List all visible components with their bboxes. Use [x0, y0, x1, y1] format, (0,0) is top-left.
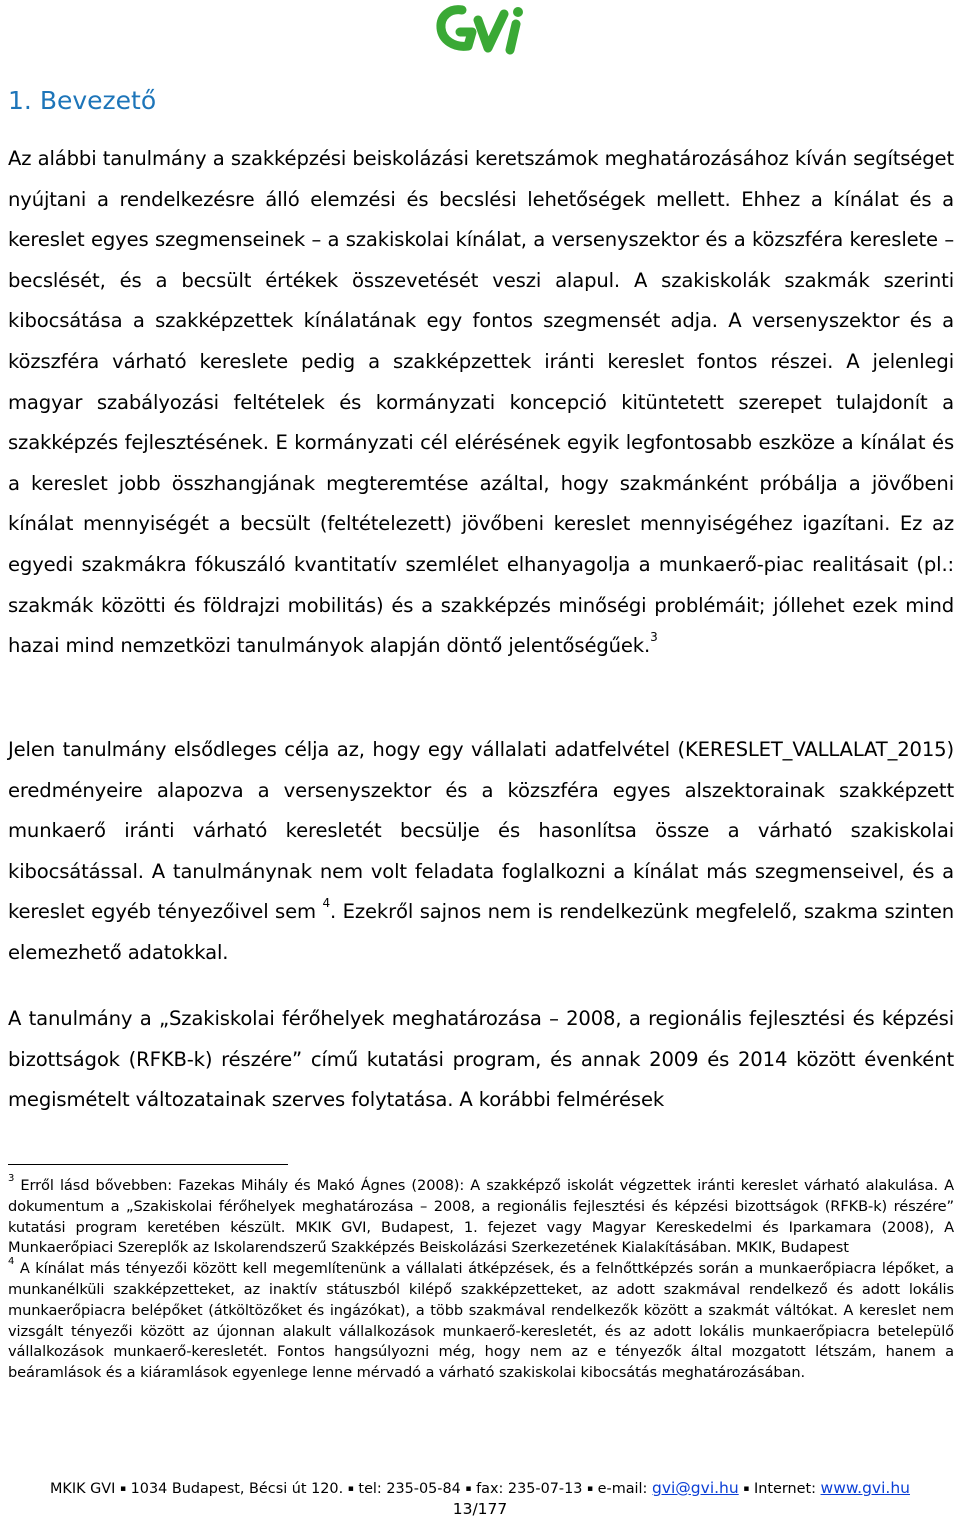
footnote-4: [8, 1256, 954, 1384]
paragraph-intro: [8, 139, 954, 667]
footer-email-label: e-mail:: [597, 1481, 648, 1497]
section-heading: [8, 86, 156, 115]
footnote-number: 4: [8, 1256, 15, 1268]
footnotes: [8, 1173, 954, 1384]
footer-address: 1034 Budapest, Bécsi út 120.: [130, 1481, 344, 1497]
footer-separator: ▪: [347, 1484, 354, 1494]
footer-separator: ▪: [465, 1484, 472, 1494]
footnote-text: Erről lásd bővebben: Fazekas Mihály és Makó Ágnes (2008): A szakképző iskolát végzettek iránti kereslet várható alakulása. A dokumentum a „Szakiskolai férőhelyek meghatározása – 2008, a regionális fejlesztési és képzési bizottságok (RFKB-k) részére” kutatási program keretében készült. MKIK GVI, Budapest, 1. fejezet vagy Magyar Kereskedelmi és Iparkamara (2008), A Munkaerőpiaci Szereplők az Iskolarendszerű Szakképzés Beiskolázási Szerkezetének Kialakításában. MKIK, Budapest: [8, 1177, 954, 1257]
footer-separator: ▪: [119, 1484, 127, 1494]
page-number: 13/177: [452, 1500, 508, 1518]
paragraph-text: . Ezekről sajnos nem is rendelkezünk megfelelő, szakma szinten elemezhető adatokkal.: [8, 900, 954, 964]
paragraph-context: [8, 999, 954, 1121]
footnote-number: 3: [8, 1173, 15, 1185]
footnote-divider: [8, 1164, 288, 1165]
footnote-ref-4[interactable]: 4: [322, 895, 331, 910]
footnote-3: [8, 1173, 954, 1259]
gvi-logo: [432, 2, 528, 58]
footnote-text: A kínálat más tényezői között kell megemlítenünk a vállalati átképzések, és a felnőttképzés során a munkaerőpiacra lépőket, a munkanélküli szakképzetteket, az inaktív státuszból kilépő szakképzetteket, az adott szakmával rendelkező és adott lokális munkaerőpiacra belépőket (átköltözőket és ingázókat), a több szakmával rendelkezők között a szakmát váltókat. A kereslet nem vizsgált tényezői között az újonnan alakult vállalkozások munkaerő-keresletét, és az adott lokális munkaerőpiacra betelepülő vállalkozások munkaerő-keresletét. Fontos hangsúlyozni még, hogy nem az e tényezők által mozgatott létszám, hanem a beáramlások és a kiáramlások egyenlege lenne mérvadó a várható szakiskolai kibocsátás meghatározásában.: [8, 1260, 954, 1382]
section-title: Bevezető: [39, 86, 157, 115]
footer-separator: ▪: [586, 1484, 594, 1494]
footer-separator: ▪: [743, 1484, 750, 1494]
footnote-ref-3[interactable]: 3: [650, 629, 658, 644]
footer-fax: fax: 235-07-13: [476, 1481, 583, 1497]
paragraph-text: Az alábbi tanulmány a szakképzési beiskolázási keretszámok meghatározásához kíván segítséget nyújtani a rendelkezésre álló elemzési és becslési lehetőségek mellett. Ehhez a kínálat és a kereslet egyes szegmenseinek – a szakiskolai kínálat, a versenyszektor és a közszféra kereslete – becslését, és a becsült értékek összevetését veszi alapul. A szakiskolák szakmák szerinti kibocsátása a szakképzettek kínálatának egy fontos szegmensét adja. A versenyszektor és a közszféra várható kereslete pedig a szakképzettek iránti kereslet fontos részei. A jelenlegi magyar szabályozási feltételek és kormányzati koncepció kitüntetett szerepet tulajdonít a szakképzés fejlesztésének. E kormányzati cél elérésének egyik legfontosabb eszköze a kínálat és a kereslet jobb összhangjának megteremtése azáltal, hogy szakmánként próbálja a jövőbeni kínálat mennyiségét a becsült (feltételezett) jövőbeni kereslet mennyiségéhez igazítani. Ez az egyedi szakmákra fókuszáló kvantitatív szemlélet elhanyagolja a munkaerő-piac realitásait (pl.: szakmák közötti és földrajzi mobilitás) és a szakképzés minőségi problémáit; jóllehet ezek mind hazai mind nemzetközi tanulmányok alapján döntő jelentőségűek.: [8, 147, 954, 658]
section-number: 1.: [8, 86, 32, 115]
paragraph-aim: [8, 730, 954, 974]
footer-email-link[interactable]: gvi@gvi.hu: [651, 1479, 739, 1497]
footer-tel: tel: 235-05-84: [358, 1481, 461, 1497]
footer-web-label: Internet:: [753, 1481, 816, 1497]
page-footer: [0, 1478, 960, 1499]
footer-org: MKIK GVI: [50, 1481, 116, 1497]
footer-web-link[interactable]: www.gvi.hu: [820, 1479, 910, 1497]
paragraph-text: A tanulmány a „Szakiskolai férőhelyek meghatározása – 2008, a regionális fejlesztési és képzési bizottságok (RFKB-k) részére” című kutatási program, és annak 2009 és 2014 között évenként megismételt változatainak szerves folytatása. A korábbi felmérések: [8, 1007, 954, 1112]
paragraph-text: Jelen tanulmány elsődleges célja az, hogy egy vállalati adatfelvétel (KERESLET_VALLALAT_2015) eredményeire alapozva a versenyszektor és a közszféra egyes alszektorainak szakképzett munkaerő iránti várható keresletét becsülje és hasonlítsa össze a várható szakiskolai kibocsátással. A tanulmánynak nem volt feladata foglalkozni a kínálat más szegmenseivel, és a kereslet egyéb tényezőivel sem: [8, 738, 954, 924]
